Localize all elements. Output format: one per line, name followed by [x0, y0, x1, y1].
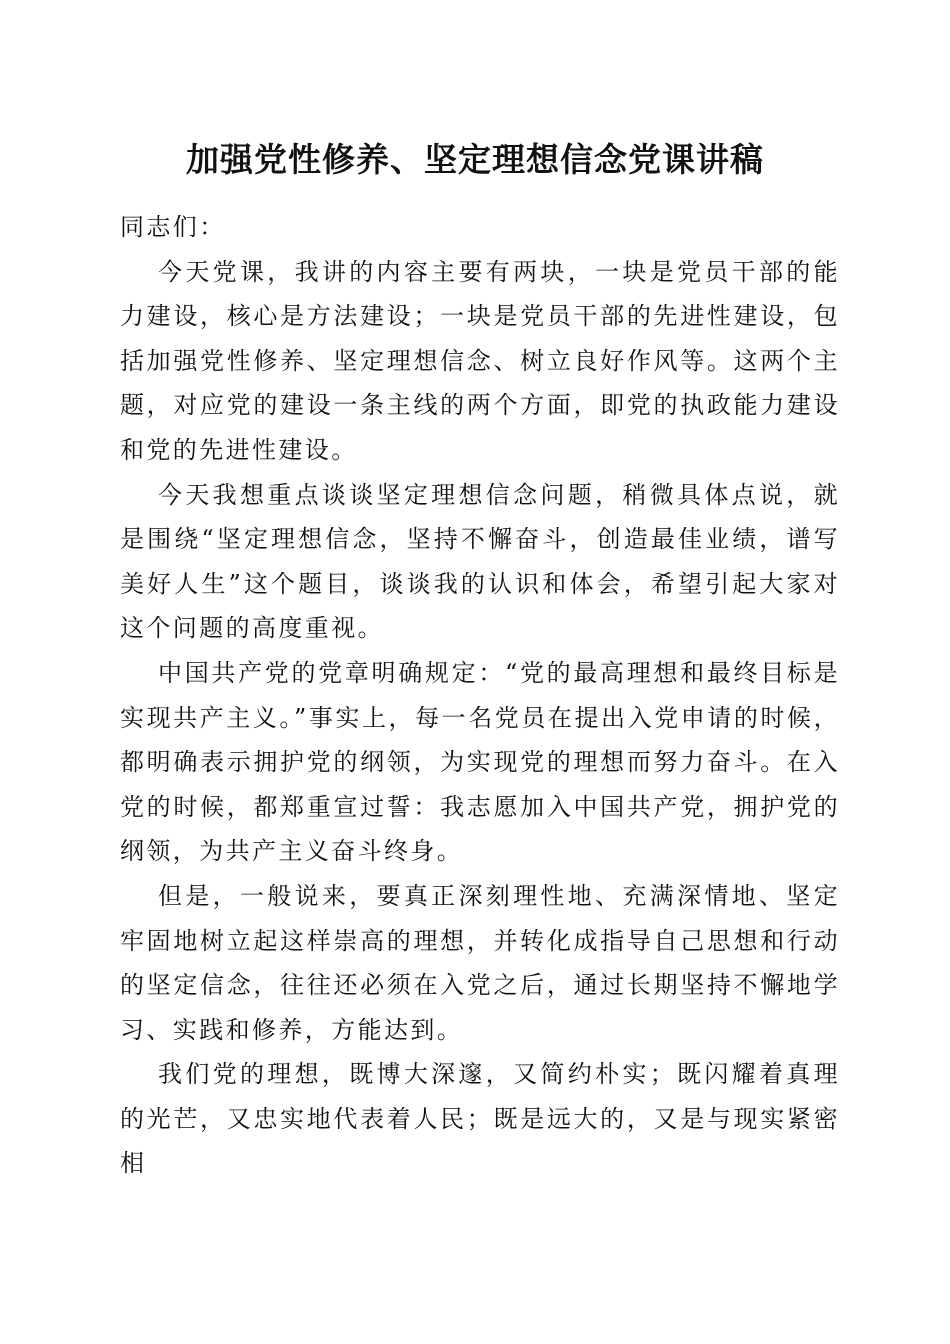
document-title: 加强党性修养、坚定理想信念党课讲稿	[186, 140, 764, 179]
paragraph-1: 今天党课，我讲的内容主要有两块，一块是党员干部的能力建设，核心是方法建设；一块是党员干部的先进性建设，包括加强党性修养、坚定理想信念、树立良好作风等。这两个主题，对应党的建设一条主线的两个方面，即党的执政能力建设和党的先进性建设。	[120, 257, 840, 464]
paragraph-3: 中国共产党的党章明确规定：“党的最高理想和最终目标是实现共产主义。”事实上，每一名党员在提出入党申请的时候，都明确表示拥护党的纲领，为实现党的理想而努力奋斗。在入党的时候，都郑重宣过誓：我志愿加入中国共产党，拥护党的纲领，为共产主义奋斗终身。	[120, 658, 840, 866]
document-body	[120, 205, 840, 1186]
paragraph-2: 今天我想重点谈谈坚定理想信念问题，稍微具体点说，就是围绕“坚定理想信念，坚持不懈奋斗，创造最佳业绩，谱写美好人生”这个题目，谈谈我的认识和体会，希望引起大家对这个问题的高度重视。	[120, 480, 840, 643]
paragraph-5: 我们党的理想，既博大深邃，又简约朴实；既闪耀着真理的光芒，又忠实地代表着人民；既是远大的，又是与现实紧密相	[120, 1060, 840, 1178]
paragraph-4: 但是，一般说来，要真正深刻理性地、充满深情地、坚定牢固地树立起这样崇高的理想，并转化成指导自己思想和行动的坚定信念，往往还必须在入党之后，通过长期坚持不懈地学习、实践和修养，方能达到。	[120, 881, 840, 1044]
salutation: 同志们：	[120, 213, 226, 241]
